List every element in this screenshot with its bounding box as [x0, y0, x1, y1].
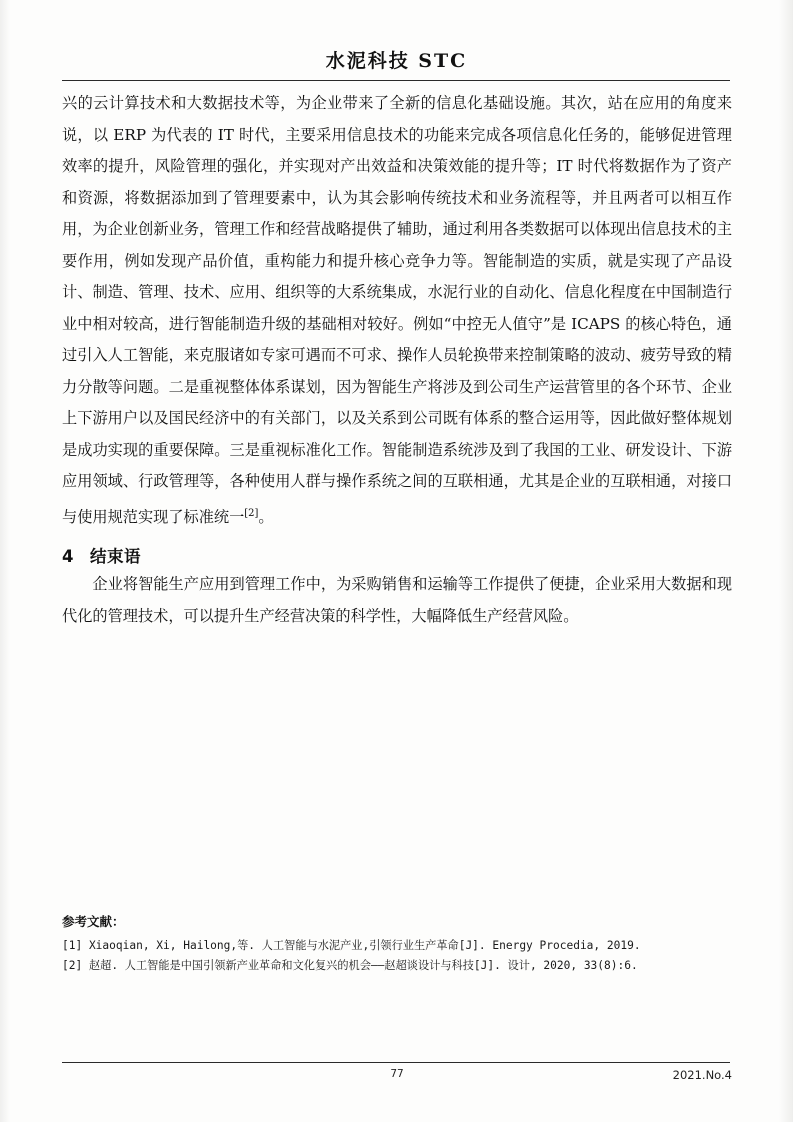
scan-edge-left	[0, 0, 10, 1122]
paragraph-1-tail: 。	[258, 507, 274, 526]
article-body	[62, 88, 732, 632]
reference-item: [2] 赵超. 人工智能是中国引领新产业革命和文化复兴的机会——赵超谈设计与科技[J]. 设计, 2020, 33(8):6.	[62, 959, 638, 972]
scan-edge-right	[779, 0, 793, 1122]
journal-title: 水泥科技 STC	[325, 50, 468, 72]
footnote-marker: [2]	[244, 507, 259, 519]
references-section	[62, 912, 734, 976]
paragraph-conclusion: 企业将智能生产应用到管理工作中，为采购销售和运输等工作提供了便捷，企业采用大数据和现代化的管理技术，可以提升生产经营决策的科学性，大幅降低生产经营风险。	[62, 575, 732, 625]
section-number: 4	[62, 547, 74, 567]
reference-item: [1] Xiaoqian, Xi, Hailong,等. 人工智能与水泥产业,引领行业生产革命[J]. Energy Procedia, 2019.	[62, 939, 641, 952]
paragraph-1-text: 兴的云计算技术和大数据技术等，为企业带来了全新的信息化基础设施。其次，站在应用的角度来说，以 ERP 为代表的 IT 时代，主要采用信息技术的功能来完成各项信息化任务的，能够促进管理效率的提升，风险管理的强化，并实现对产出效益和决策效能的提升等；IT 时代将数据作为了资产和资源，将数据添加到了管理要素中，认为其会影响传统技术和业务流程等，并且两者可以相互作用，为企业创新业务，管理工作和经营战略提供了辅助，通过利用各类数据可以体现出信息技术的主要作用，例如发现产品价值，重构能力和提升核心竞争力等。智能制造的实质，就是实现了产品设计、制造、管理、技术、应用、组织等的大系统集成，水泥行业的自动化、信息化程度在中国制造行业中相对较高，进行智能制造升级的基础相对较好。例如“中控无人值守”是 ICAPS 的核心特色，通过引入人工智能，来克服诸如专家可遇而不可求、操作人员轮换带来控制策略的波动、疲劳导致的精力分散等问题。二是重视整体体系谋划，因为智能生产将涉及到公司生产运营管里的各个环节、企业上下游用户以及国民经济中的有关部门，以及关系到公司既有体系的整合运用等，因此做好整体规划是成功实现的重要保障。三是重视标准化工作。智能制造系统涉及到了我国的工业、研发设计、下游应用领域、行政管理等，各种使用人群与操作系统之间的互联相通，尤其是企业的互联相通，对接口与使用规范实现了标准统一	[62, 94, 732, 526]
section-title: 结束语	[89, 547, 141, 567]
issue-label: 2021.No.4	[672, 1068, 732, 1082]
page-number: 77	[390, 1068, 404, 1080]
paragraph-continuation	[62, 88, 732, 533]
section-heading	[62, 543, 732, 567]
page-header	[0, 46, 793, 73]
references-title: 参考文献：	[62, 914, 125, 929]
header-divider	[62, 80, 730, 81]
page-footer	[62, 1068, 732, 1088]
footer-divider	[62, 1062, 730, 1063]
